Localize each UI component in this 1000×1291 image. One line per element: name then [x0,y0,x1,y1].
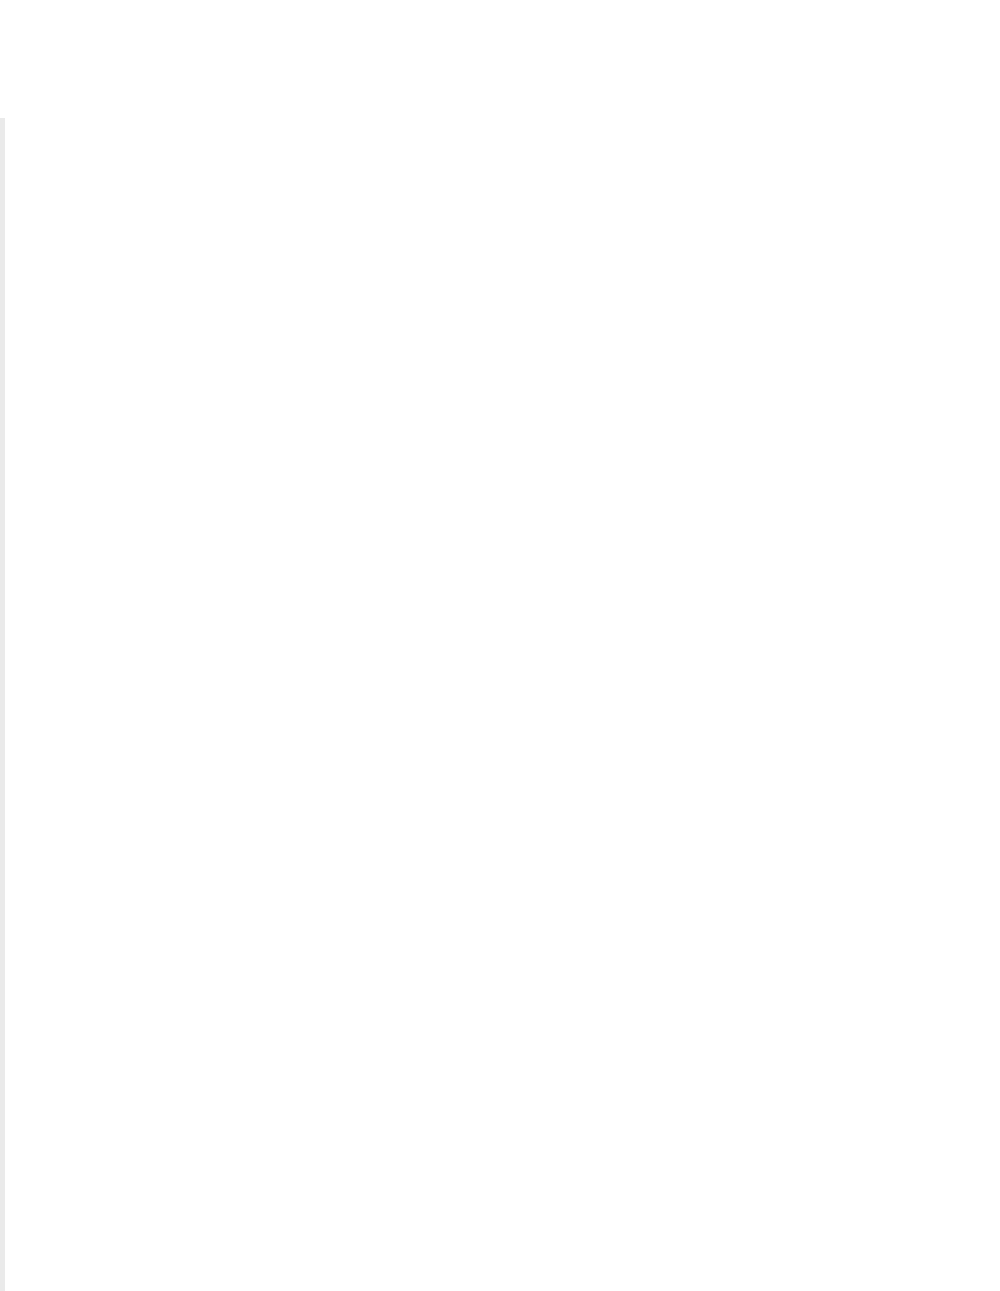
page-left-edge-strip [0,118,5,1291]
